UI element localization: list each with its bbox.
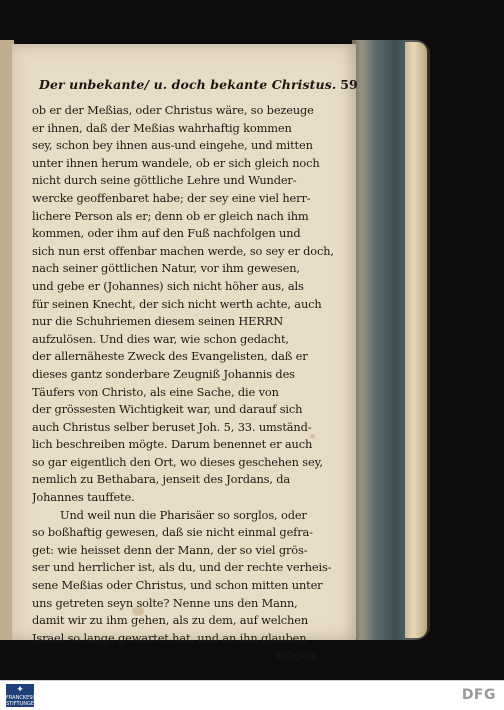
text-line: nur die Schuhriemen diesem seinen HERRN bbox=[32, 314, 284, 329]
text-line: unter ihnen herum wandele, ob er sich gleich noch bbox=[32, 155, 320, 170]
text-line: sich nun erst offenbar machen werde, so sey er doch, bbox=[32, 243, 334, 258]
text-line: sene Meßias oder Christus, und schon mitten unter bbox=[32, 578, 323, 593]
text-line: get: wie heisset denn der Mann, der so viel grös- bbox=[32, 542, 308, 557]
text-line: so boßhaftig gewesen, daß sie nicht einmal gefra- bbox=[32, 525, 313, 540]
text-line: Und weil nun die Pharisäer so sorglos, oder bbox=[60, 507, 307, 522]
text-line: lich beschreiben mögte. Darum benennet er auch bbox=[32, 437, 313, 452]
text-line: auch Christus selber beruset Joh. 5, 33. umständ- bbox=[32, 419, 312, 434]
dfg-logo: DFG bbox=[461, 687, 496, 703]
text-line: wercke geoffenbaret habe; der sey eine viel herr- bbox=[32, 190, 311, 205]
text-line: kommen, oder ihm auf den Fuß nachfolgen und bbox=[32, 226, 301, 241]
text-line: er ihnen, daß der Meßias wahrhaftig kommen bbox=[32, 120, 292, 135]
text-line: nemlich zu Bethabara, jenseit des Jordans, da bbox=[32, 472, 291, 487]
text-line: uns getreten seyn solte? Nenne uns den Mann, bbox=[32, 595, 298, 610]
running-head-title: Der unbekante/ u. doch bekante Christus. bbox=[39, 77, 337, 92]
text-line: damit wir zu ihm gehen, als zu dem, auf welchen bbox=[32, 613, 309, 628]
text-line: Täufers von Christo, als eine Sache, die von bbox=[32, 384, 279, 399]
text-line: und gebe er (Johannes) sich nicht höher aus, als bbox=[32, 278, 304, 293]
text-line: Jsrael so lange gewartet hat, und an ihn glauben bbox=[32, 630, 307, 645]
viewer-footer bbox=[0, 680, 504, 710]
franckesche-stiftungen-logo: ✦ FRANCKESCHE STIFTUNGEN bbox=[6, 685, 43, 707]
text-line: für seinen Knecht, der sich nicht werth achte, auch bbox=[32, 296, 322, 311]
text-line: ser und herrlicher ist, als du, und der rechte verheis- bbox=[32, 560, 332, 575]
book-page bbox=[12, 44, 358, 663]
book-cover-edge bbox=[405, 42, 427, 638]
body-text bbox=[32, 102, 336, 665]
text-line: dieses gantz sonderbare Zeugniß Johannis des bbox=[32, 366, 295, 381]
text-line: der grössesten Wichtigkeit war, und darauf sich bbox=[32, 402, 303, 417]
text-line: sey, schon bey ihnen aus-und eingehe, und mitten bbox=[32, 138, 313, 153]
running-head bbox=[39, 68, 358, 92]
text-line: nicht durch seine göttliche Lehre und Wunder- bbox=[32, 173, 297, 188]
catchword: mögen: bbox=[276, 648, 318, 663]
eagle-icon: ✦ bbox=[16, 685, 24, 695]
text-line: Johannes tauffete. bbox=[32, 490, 135, 505]
text-line: nach seiner göttlichen Natur, vor ihm gewesen, bbox=[32, 261, 300, 276]
text-line: ob er der Meßias, oder Christus wäre, so bezeuge bbox=[32, 103, 314, 117]
page-number: 59 bbox=[340, 77, 358, 92]
text-line: aufzulösen. Und dies war, wie schon gedacht, bbox=[32, 331, 289, 346]
text-line: der allernäheste Zweck des Evangelisten, daß er bbox=[32, 349, 308, 364]
text-line: so gar eigentlich den Ort, wo dieses geschehen sey, bbox=[32, 454, 323, 469]
text-line: lichere Person als er; denn ob er gleich nach ihm bbox=[32, 208, 309, 223]
